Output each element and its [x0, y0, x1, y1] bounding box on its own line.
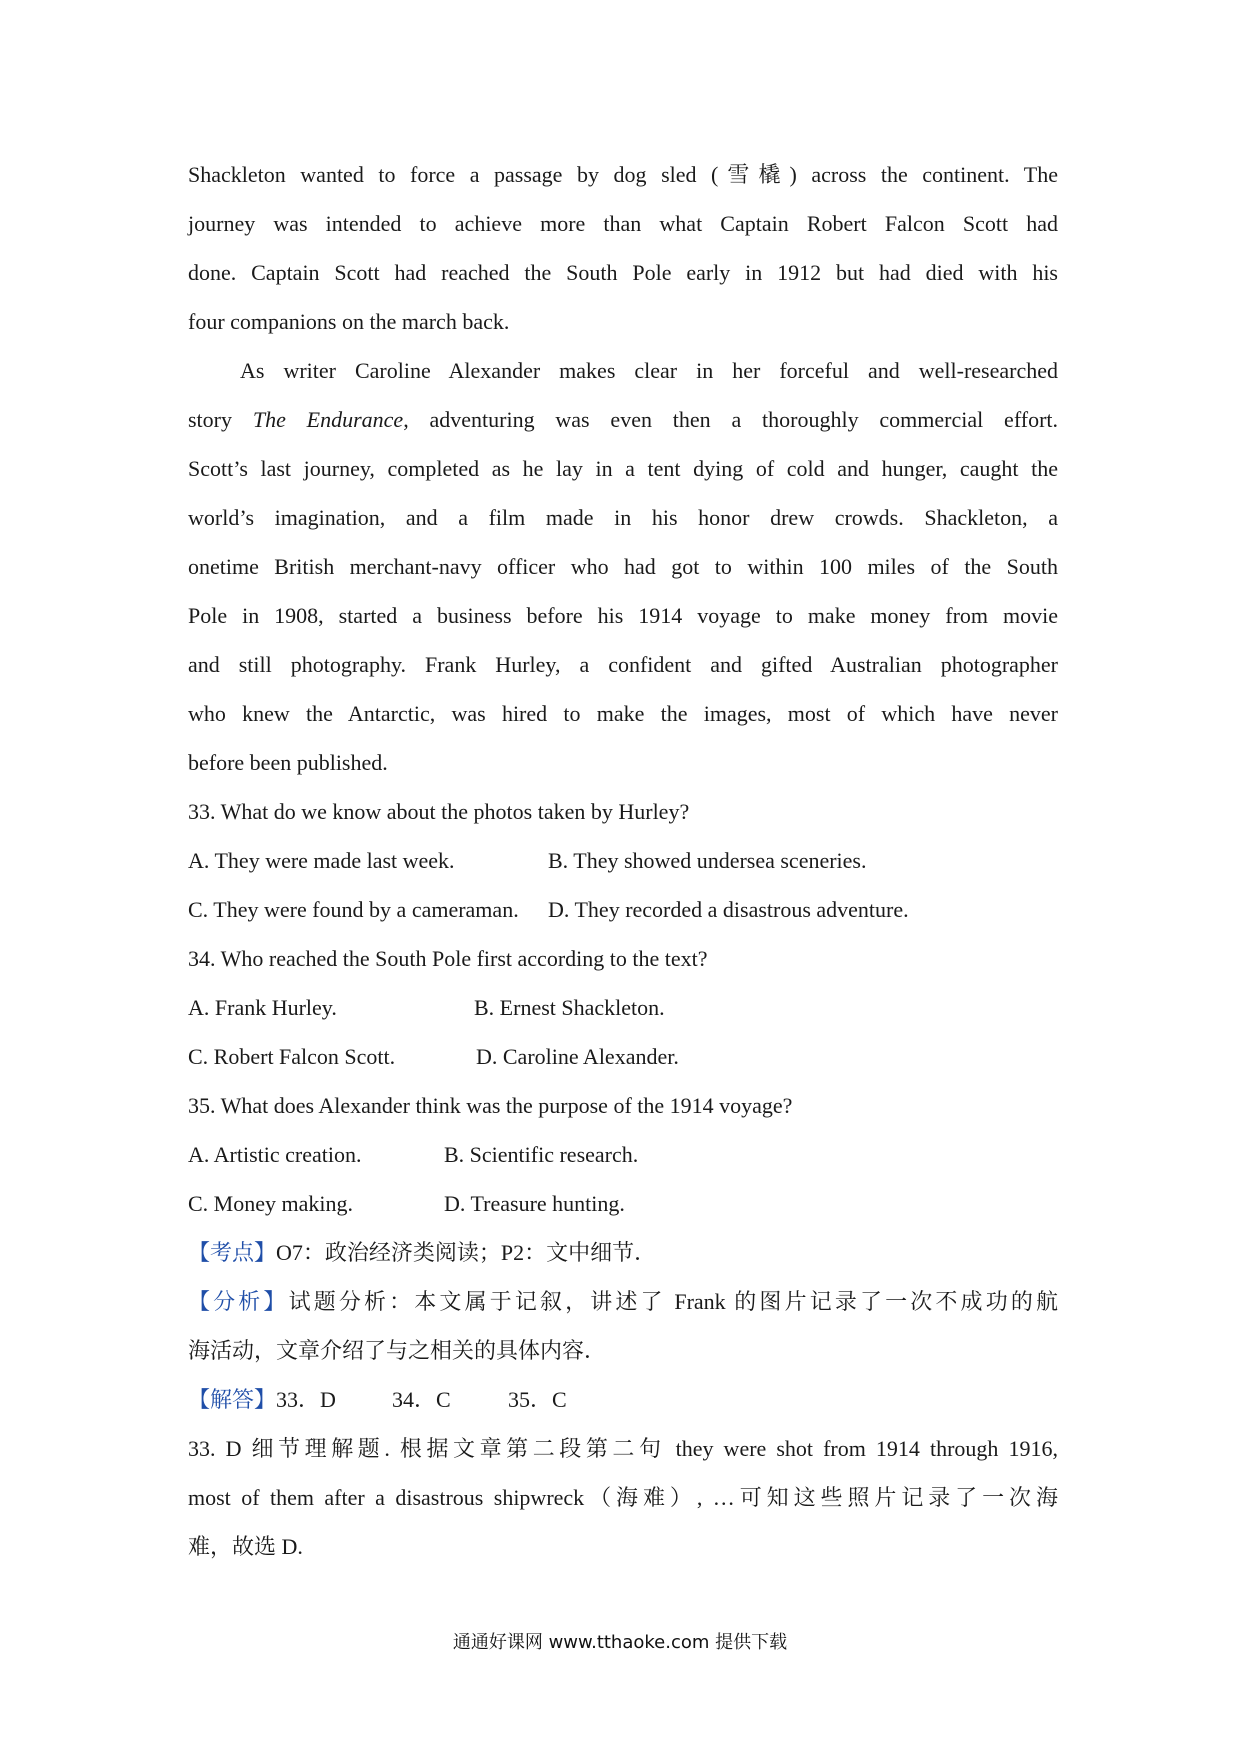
jieda-tag: 【解答】 [188, 1387, 277, 1412]
passage-line: done. Captain Scott had reached the South Pole early in 1912 but had died with his [188, 260, 1058, 285]
question-stem: 33. What do we know about the photos taken by Hurley? [188, 799, 690, 824]
option-d: D. Caroline Alexander. [476, 1044, 679, 1069]
passage-line: before been published. [188, 750, 388, 775]
fenxi-line [188, 1277, 1058, 1326]
option-b: B. They showed undersea sceneries. [548, 848, 867, 873]
option-row [188, 1032, 1058, 1081]
fenxi-text: 试题分析：本文属于记叙，讲述了 Frank 的图片记录了一次不成功的航 [288, 1289, 1058, 1314]
option-d: D. Treasure hunting. [444, 1191, 625, 1216]
option-c: C. Money making. [188, 1191, 353, 1216]
explain-line: 难，故选 D. [188, 1534, 303, 1559]
passage-line: who knew the Antarctic, was hired to make the images, most of which have never [188, 701, 1058, 726]
kaodian-line [188, 1228, 1058, 1277]
passage-text: story [188, 407, 253, 432]
option-b: B. Scientific research. [444, 1142, 639, 1167]
kaodian-text: O7：政治经济类阅读；P2：文中细节． [276, 1240, 657, 1265]
option-row [188, 885, 1058, 934]
passage-line: Shackleton wanted to force a passage by dog sled (雪橇) across the continent. The [188, 162, 1058, 187]
explain-line: most of them after a disastrous shipwreck（海难）, …可知这些照片记录了一次海 [188, 1485, 1058, 1510]
page-footer: 通通好课网 www.tthaoke.com 提供下载 [452, 1632, 788, 1653]
option-d: D. They recorded a disastrous adventure. [548, 897, 909, 922]
passage-line: world’s imagination, and a film made in his honor drew crowds. Shackleton, a [188, 505, 1058, 530]
passage-text: , adventuring was even then a thoroughly commercial effort. [403, 407, 1059, 432]
passage-line: As writer Caroline Alexander makes clear in her forceful and well-researched [240, 358, 1058, 383]
passage-line: Pole in 1908, started a business before his 1914 voyage to make money from movie [188, 603, 1058, 628]
option-row [188, 1130, 1058, 1179]
option-c: C. Robert Falcon Scott. [188, 1044, 396, 1069]
passage-line: and still photography. Frank Hurley, a confident and gifted Australian photographer [188, 652, 1058, 677]
document-page [188, 150, 1058, 1571]
book-title: The Endurance [252, 407, 404, 432]
passage-line: journey was intended to achieve more than what Captain Robert Falcon Scott had [188, 211, 1058, 236]
passage-line: Scott’s last journey, completed as he lay in a tent dying of cold and hunger, caught the [188, 456, 1058, 481]
passage-line: four companions on the march back. [188, 309, 510, 334]
jieda-line [188, 1375, 1058, 1424]
kaodian-tag: 【考点】 [188, 1240, 277, 1265]
option-row [188, 1179, 1058, 1228]
question-stem: 34. Who reached the South Pole first according to the text? [188, 946, 708, 971]
passage-line [188, 395, 1058, 444]
answer-34: 34．C [392, 1387, 451, 1412]
explain-line: 33. D 细节理解题. 根据文章第二段第二句 they were shot from 1914 through 1916, [188, 1436, 1058, 1461]
option-a: A. Frank Hurley. [188, 995, 337, 1020]
option-a: A. They were made last week. [188, 848, 455, 873]
option-a: A. Artistic creation. [188, 1142, 362, 1167]
option-row [188, 836, 1058, 885]
option-b: B. Ernest Shackleton. [474, 995, 665, 1020]
question-stem: 35. What does Alexander think was the purpose of the 1914 voyage? [188, 1093, 793, 1118]
fenxi-line: 海活动，文章介绍了与之相关的具体内容． [188, 1338, 607, 1363]
answer-35: 35．C [508, 1387, 567, 1412]
option-row [188, 983, 1058, 1032]
option-c: C. They were found by a cameraman. [188, 897, 519, 922]
fenxi-tag: 【分析】 [188, 1289, 289, 1314]
passage-line: onetime British merchant-navy officer who had got to within 100 miles of the South [188, 554, 1058, 579]
answer-33: 33．D [276, 1387, 336, 1412]
